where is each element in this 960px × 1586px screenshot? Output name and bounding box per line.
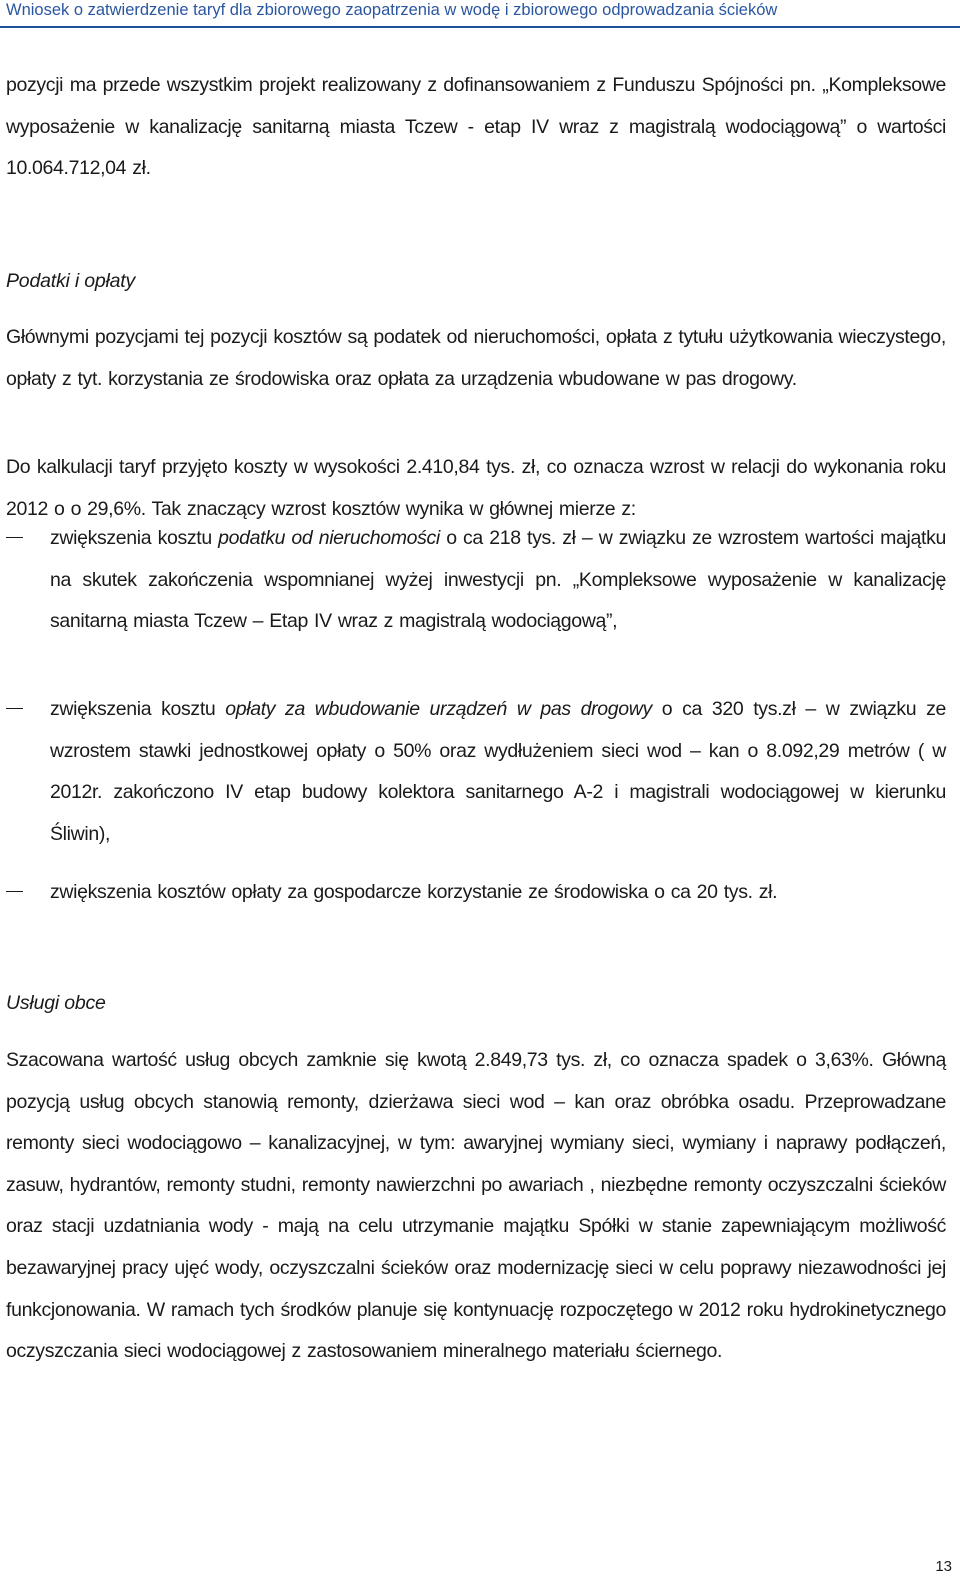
dash-bullet-icon [6,891,23,892]
list-item-text-part: zwiększenia kosztów opłaty za gospodarcze korzystanie ze środowiska o ca 20 tys. zł. [50,881,778,903]
list-item-emphasis: opłaty za wbudowanie urządzeń w pas drogowy [225,698,652,720]
list-item-text [50,689,946,855]
section-heading-taxes: Podatki i opłaty [6,270,136,292]
list-item-text-part: zwiększenia kosztu [50,527,219,549]
list-item-text [50,872,946,914]
services-paragraph: Szacowana wartość usług obcych zamknie się kwotą 2.849,73 tys. zł, co oznacza spadek o 3,63%. Główną pozycją usług obcych stanowią remonty, dzierżawa sieci wod – kan oraz obróbka osadu. Przeprowadzane remonty sieci wodociągowo – kanalizacyjnej, w tym: awaryjnej wymiany sieci, wymiany i naprawy podłączeń, zasuw, hydrantów, remonty studni, remonty nawierzchni po awariach , niezbędne remonty oczyszczalni ścieków oraz stacji uzdatniania wody - mają na celu utrzymanie majątku Spółki w stanie zapewniającym możliwość bezawaryjnej pracy ujęć wody, oczyszczalni ścieków oraz modernizację sieci w celu poprawy niezawodności jej funkcjonowania. W ramach tych środków planuje się kontynuację rozpoczętego w 2012 roku hydrokinetycznego oczyszczania sieci wodociągowej z zastosowaniem mineralnego materiału ściernego. [6,1049,946,1363]
list-item-text [50,518,946,643]
dash-bullet-icon [6,708,23,709]
intro-paragraph: pozycji ma przede wszystkim projekt realizowany z dofinansowaniem z Funduszu Spójności pn. „Kompleksowe wyposażenie w kanalizację sanitarną miasta Tczew - etap IV wraz z magistralą wodociągową” o wartości 10.064.712,04 zł. [6,74,946,180]
dash-bullet-icon [6,537,23,538]
section-heading-services: Usługi obce [6,992,106,1014]
list-item-text-part: o ca 218 tys. zł – w związku ze wzrostem wartości majątku na skutek zakończenia wspomnianej wyżej inwestycji pn. „Kompleksowe wyposażenie w kanalizację sanitarną miasta Tczew – Etap IV wraz z magistralą wodociągową”, [50,527,946,633]
taxes-paragraph-1: Głównymi pozycjami tej pozycji kosztów są podatek od nieruchomości, opłata z tytułu użytkowania wieczystego, opłaty z tyt. korzystania ze środowiska oraz opłata za urządzenia wbudowane w pas drogowy. [6,326,946,390]
taxes-paragraph-2: Do kalkulacji taryf przyjęto koszty w wysokości 2.410,84 tys. zł, co oznacza wzrost w relacji do wykonania roku 2012 o o 29,6%. Tak znaczący wzrost kosztów wynika w głównej mierze z: [6,456,946,520]
header-title: Wniosek o zatwierdzenie taryf dla zbiorowego zaopatrzenia w wodę i zbiorowego odprowadzania ścieków [6,1,778,19]
list-item-text-part: o ca 320 tys.zł – w związku ze wzrostem stawki jednostkowej opłaty o 50% oraz wydłużeniem sieci wod – kan o 8.092,29 metrów ( w 2012r. zakończono IV etap budowy kolektora sanitarnego A-2 i magistrali wodociągowej w kierunku Śliwin), [50,698,947,845]
running-header [0,0,960,28]
list-item-emphasis: podatku od nieruchomości [218,527,440,549]
page-number: 13 [935,1558,952,1575]
list-item-text-part: zwiększenia kosztu [50,698,226,720]
